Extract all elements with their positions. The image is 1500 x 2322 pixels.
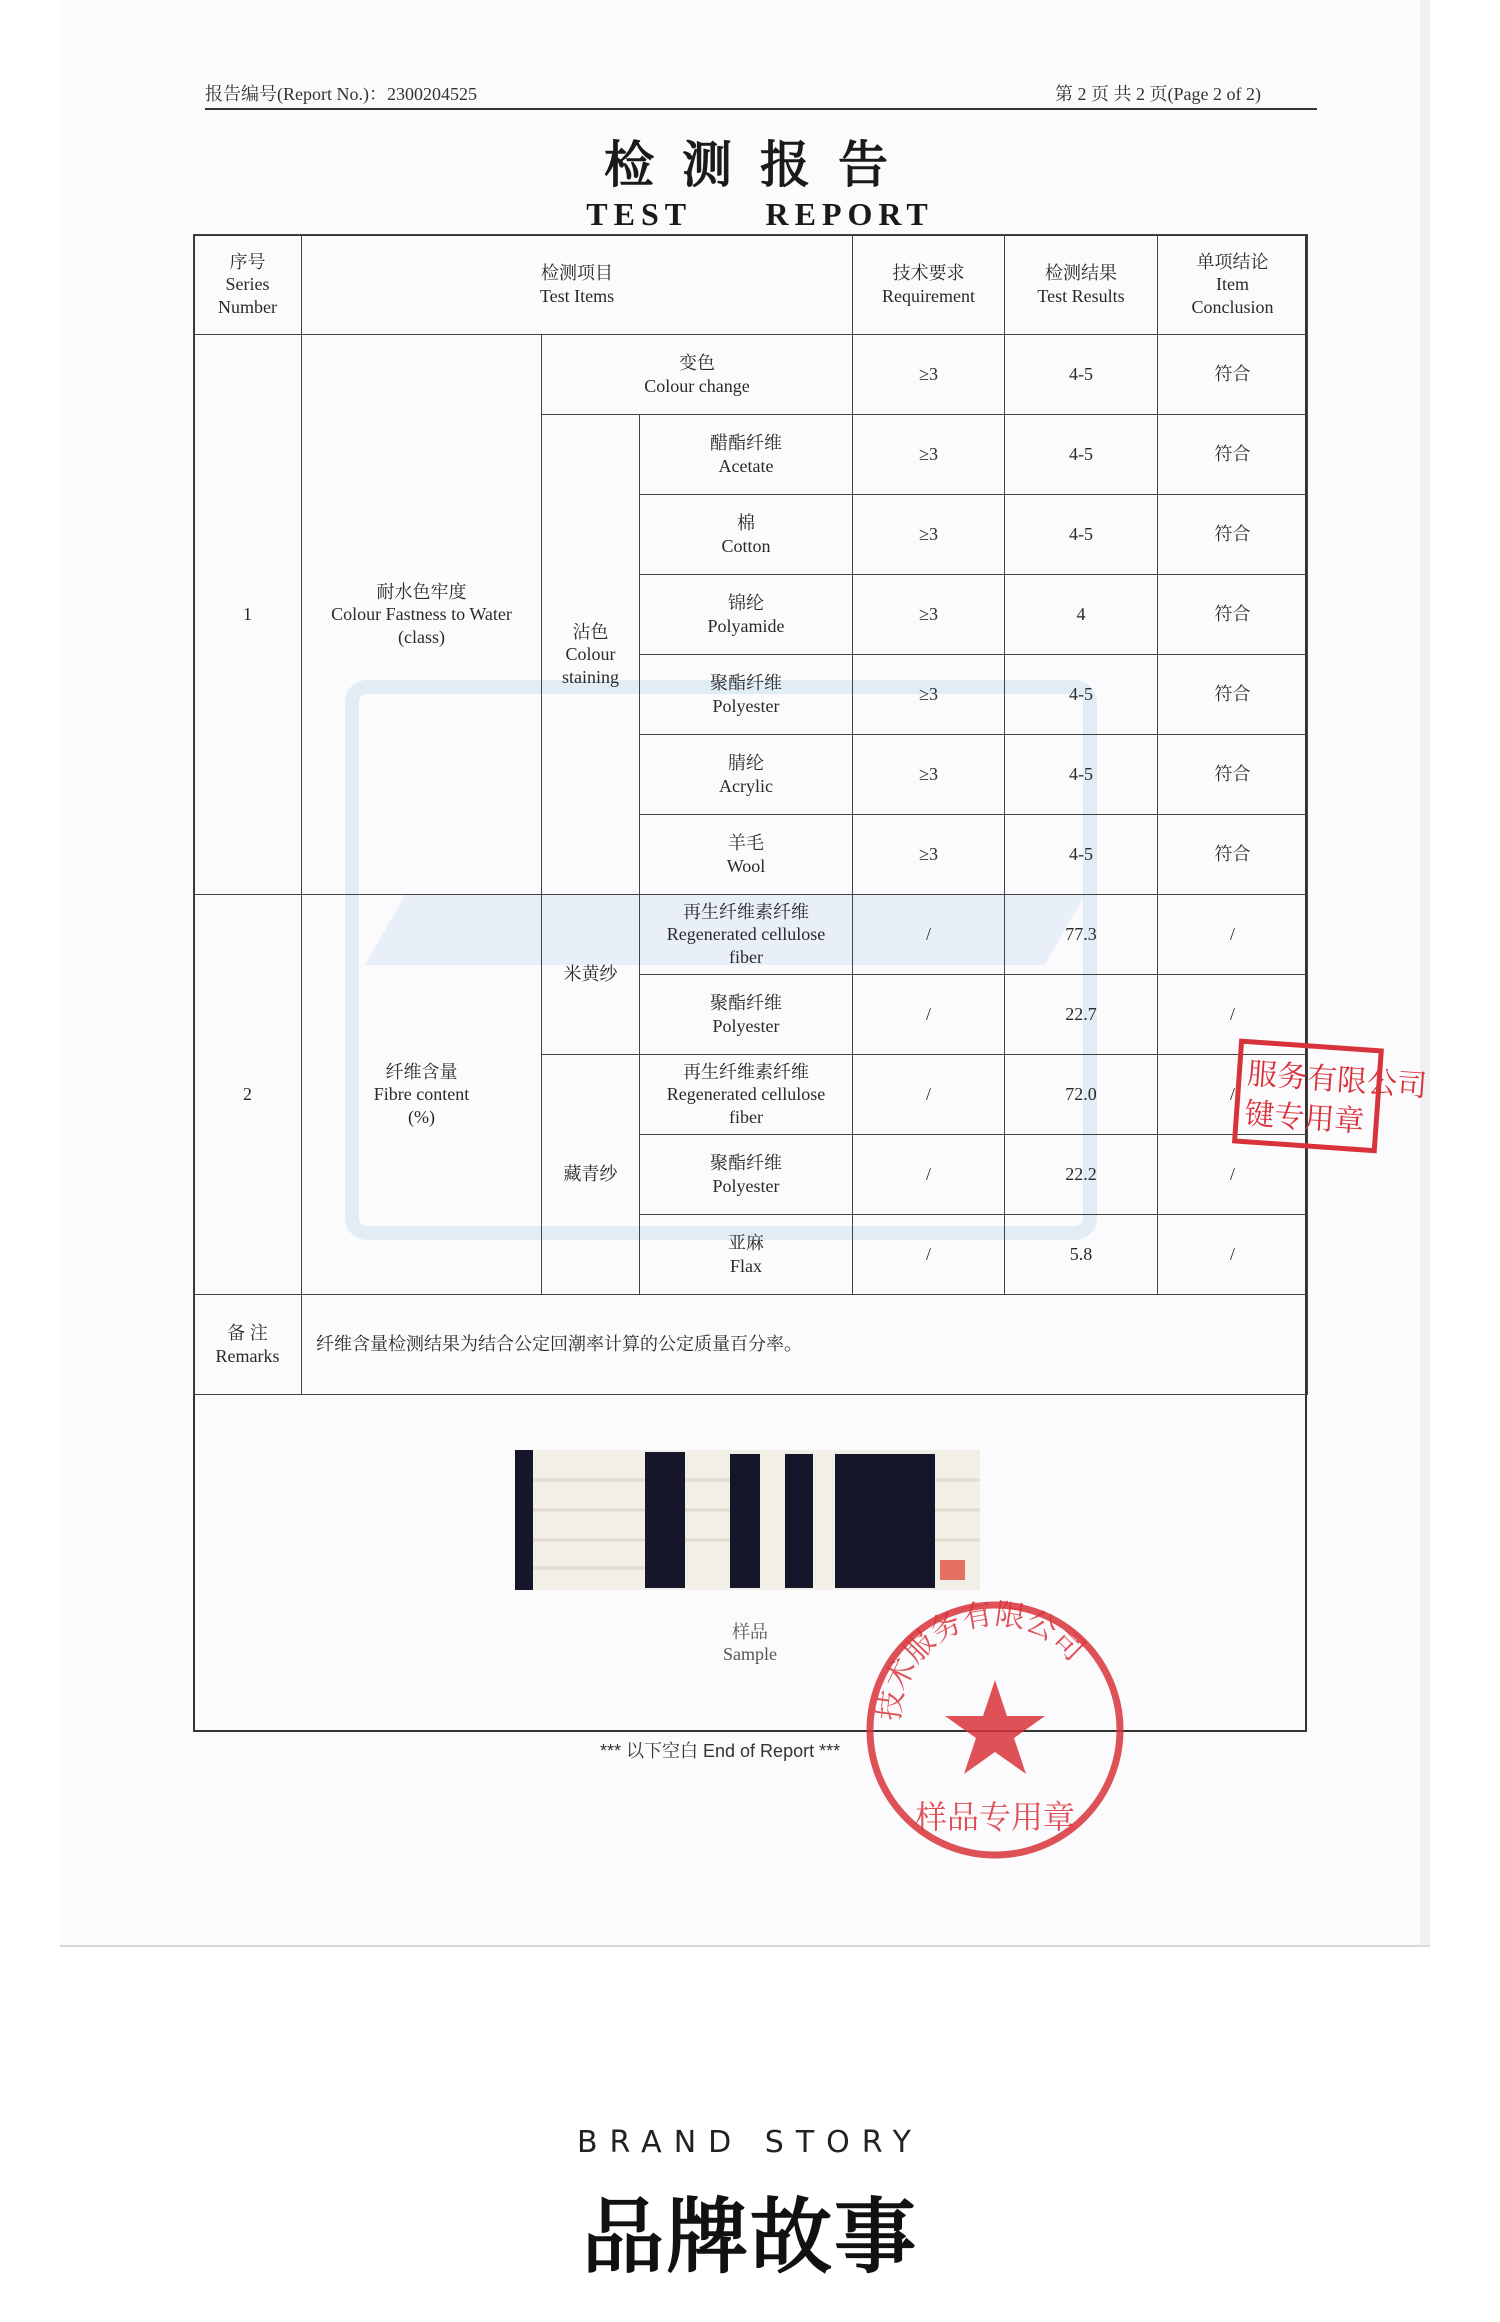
conclusion-cell: 符合 xyxy=(1158,655,1308,735)
result-cell: 4-5 xyxy=(1005,335,1158,415)
brand-story-heading-cn: 品牌故事 xyxy=(581,2190,918,2285)
col-conclusion: 单项结论 Item Conclusion xyxy=(1158,235,1308,335)
fibre-name-cell: 醋酯纤维 Acetate xyxy=(640,415,853,495)
requirement-cell: ≥3 xyxy=(853,415,1005,495)
report-number: 报告编号(Report No.)：2300204525 xyxy=(205,84,477,104)
series-number-2: 2 xyxy=(194,895,302,1295)
col-requirement: 技术要求 Requirement xyxy=(853,235,1005,335)
conclusion-cell: 符合 xyxy=(1158,335,1308,415)
remarks-label: 备 注 Remarks xyxy=(194,1295,302,1395)
brand-story-heading-en: BRAND STORY xyxy=(576,2125,924,2160)
fibre-name-cell: 聚酯纤维 Polyester xyxy=(640,975,853,1055)
result-cell: 22.2 xyxy=(1005,1135,1158,1215)
conclusion-cell: / xyxy=(1158,895,1308,975)
fibre-name-cell: 再生纤维素纤维 Regenerated cellulose fiber xyxy=(640,1055,853,1135)
result-cell: 4-5 xyxy=(1005,495,1158,575)
requirement-cell: ≥3 xyxy=(853,495,1005,575)
requirement-cell: ≥3 xyxy=(853,735,1005,815)
series-number-1: 1 xyxy=(194,335,302,895)
requirement-cell: / xyxy=(853,1215,1005,1295)
col-series: 序号 Series Number xyxy=(194,235,302,335)
fabric-sample-image xyxy=(515,1440,985,1600)
table-row xyxy=(194,895,1308,975)
requirement-cell: ≥3 xyxy=(853,815,1005,895)
report-title-en: TEST REPORT xyxy=(586,196,934,232)
colour-staining-cell: 沾色 Colour staining xyxy=(542,415,640,895)
page-indicator: 第 2 页 共 2 页(Page 2 of 2) xyxy=(1055,84,1261,104)
svg-text:服务有限公司: 服务有限公司 xyxy=(1246,1056,1429,1105)
fibre-name-cell: 腈纶 Acrylic xyxy=(640,735,853,815)
result-cell: 72.0 xyxy=(1005,1055,1158,1135)
fibre-name-cell: 羊毛 Wool xyxy=(640,815,853,895)
conclusion-cell: 符合 xyxy=(1158,735,1308,815)
remarks-row xyxy=(194,1295,1308,1395)
table-row xyxy=(194,335,1308,415)
remarks-text: 纤维含量检测结果为结合公定回潮率计算的公定质量百分率。 xyxy=(302,1295,1308,1395)
requirement-cell: / xyxy=(853,975,1005,1055)
svg-text:技术服务有限公司: 技术服务有限公司 xyxy=(872,1596,1092,1723)
svg-text:键专用章: 键专用章 xyxy=(1243,1096,1366,1140)
test-item-colour-fastness: 耐水色牢度 Colour Fastness to Water (class) xyxy=(302,335,542,895)
fibre-name-cell: 聚酯纤维 Polyester xyxy=(640,655,853,735)
conclusion-cell: 符合 xyxy=(1158,575,1308,655)
test-results-table xyxy=(193,234,1308,1395)
end-of-report: *** 以下空白 End of Report *** xyxy=(600,1741,841,1761)
colour-change-cell: 变色 Colour change xyxy=(542,335,853,415)
col-test-items: 检测项目 Test Items xyxy=(302,235,853,335)
yarn-beige-cell: 米黄纱 xyxy=(542,895,640,1055)
conclusion-cell: 符合 xyxy=(1158,495,1308,575)
requirement-cell: ≥3 xyxy=(853,655,1005,735)
result-cell: 77.3 xyxy=(1005,895,1158,975)
fibre-name-cell: 聚酯纤维 Polyester xyxy=(640,1135,853,1215)
requirement-cell: / xyxy=(853,1135,1005,1215)
seal-stamp-rect xyxy=(1232,1036,1429,1154)
requirement-cell: / xyxy=(853,895,1005,975)
svg-text:样品专用章: 样品专用章 xyxy=(914,1798,1076,1836)
fibre-name-cell: 棉 Cotton xyxy=(640,495,853,575)
table-header-row xyxy=(194,235,1308,335)
requirement-cell: ≥3 xyxy=(853,575,1005,655)
result-cell: 22.7 xyxy=(1005,975,1158,1055)
result-cell: 4-5 xyxy=(1005,415,1158,495)
requirement-cell: / xyxy=(853,1055,1005,1135)
test-item-fibre-content: 纤维含量 Fibre content (%) xyxy=(302,895,542,1295)
seal-stamp-round xyxy=(855,1590,1135,1870)
result-cell: 4-5 xyxy=(1005,655,1158,735)
yarn-navy-cell: 藏青纱 xyxy=(542,1055,640,1295)
header-divider xyxy=(205,108,1317,110)
fibre-name-cell: 亚麻 Flax xyxy=(640,1215,853,1295)
col-results: 检测结果 Test Results xyxy=(1005,235,1158,335)
sample-label: 样品 Sample xyxy=(723,1622,777,1664)
conclusion-cell: / xyxy=(1158,1135,1308,1215)
conclusion-cell: / xyxy=(1158,1215,1308,1295)
fibre-name-cell: 再生纤维素纤维 Regenerated cellulose fiber xyxy=(640,895,853,975)
result-cell: 4-5 xyxy=(1005,815,1158,895)
conclusion-cell: / xyxy=(1158,1055,1308,1135)
paper-edge xyxy=(60,1945,1430,1947)
result-cell: 4-5 xyxy=(1005,735,1158,815)
conclusion-cell: 符合 xyxy=(1158,815,1308,895)
conclusion-cell: / xyxy=(1158,975,1308,1055)
report-title-cn: 检测报告 xyxy=(604,137,916,193)
conclusion-cell: 符合 xyxy=(1158,415,1308,495)
fibre-name-cell: 锦纶 Polyamide xyxy=(640,575,853,655)
result-cell: 5.8 xyxy=(1005,1215,1158,1295)
requirement-cell: ≥3 xyxy=(853,335,1005,415)
result-cell: 4 xyxy=(1005,575,1158,655)
